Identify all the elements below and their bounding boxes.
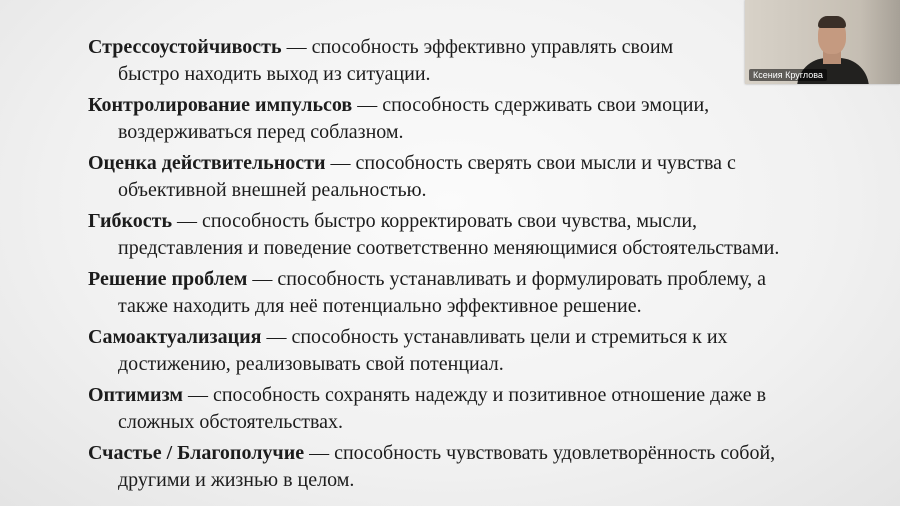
- definition-text: — способность сверять свои мысли и чувства с: [325, 152, 736, 174]
- definition-text: — способность эффективно управлять своим: [281, 36, 674, 58]
- definition-item: [88, 324, 878, 378]
- definition-text-continued: достижению, реализовывать свой потенциал.: [118, 353, 504, 375]
- definition-list: [88, 34, 878, 498]
- definition-text: — способность устанавливать цели и стремиться к их: [261, 326, 728, 348]
- definition-text-continued: объективной внешней реальностью.: [118, 179, 427, 201]
- definition-term: Оптимизм: [88, 384, 183, 406]
- definition-text: — способность быстро корректировать свои чувства, мысли,: [172, 210, 698, 232]
- definition-text-continued: представления и поведение соответственно меняющимися обстоятельствами.: [118, 237, 780, 259]
- definition-term: Самоактуализация: [88, 326, 262, 348]
- definition-term: Счастье / Благополучие: [88, 442, 305, 464]
- definition-text-continued: сложных обстоятельствах.: [118, 411, 344, 433]
- definition-text-continued: другими и жизнью в целом.: [118, 469, 355, 491]
- definition-item: [88, 440, 878, 494]
- definition-text: — способность устанавливать и формулировать проблему, а: [247, 268, 767, 290]
- definition-term: Стрессоустойчивость: [88, 36, 282, 58]
- definition-term: Решение проблем: [88, 268, 248, 290]
- definition-item: [88, 92, 878, 146]
- person-hair: [818, 16, 846, 28]
- definition-item: [88, 150, 878, 204]
- definition-term: Гибкость: [88, 210, 173, 232]
- definition-term: Оценка действительности: [88, 152, 326, 174]
- definition-text: — способность сохранять надежду и позитивное отношение даже в: [182, 384, 767, 406]
- definition-text: — способность чувствовать удовлетворённость собой,: [304, 442, 776, 464]
- definition-term: Контролирование импульсов: [88, 94, 353, 116]
- participant-name-label: Ксения Круглова: [749, 69, 827, 81]
- definition-text-continued: быстро находить выход из ситуации.: [118, 63, 431, 85]
- definition-text-continued: воздерживаться перед соблазном.: [118, 121, 404, 143]
- video-background: [860, 0, 900, 84]
- definition-item: [88, 382, 878, 436]
- definition-item: [88, 208, 878, 262]
- definition-text: — способность сдерживать свои эмоции,: [352, 94, 710, 116]
- definition-item: [88, 266, 878, 320]
- definition-text-continued: также находить для неё потенциально эффективное решение.: [118, 295, 642, 317]
- participant-video-tile[interactable]: [745, 0, 900, 84]
